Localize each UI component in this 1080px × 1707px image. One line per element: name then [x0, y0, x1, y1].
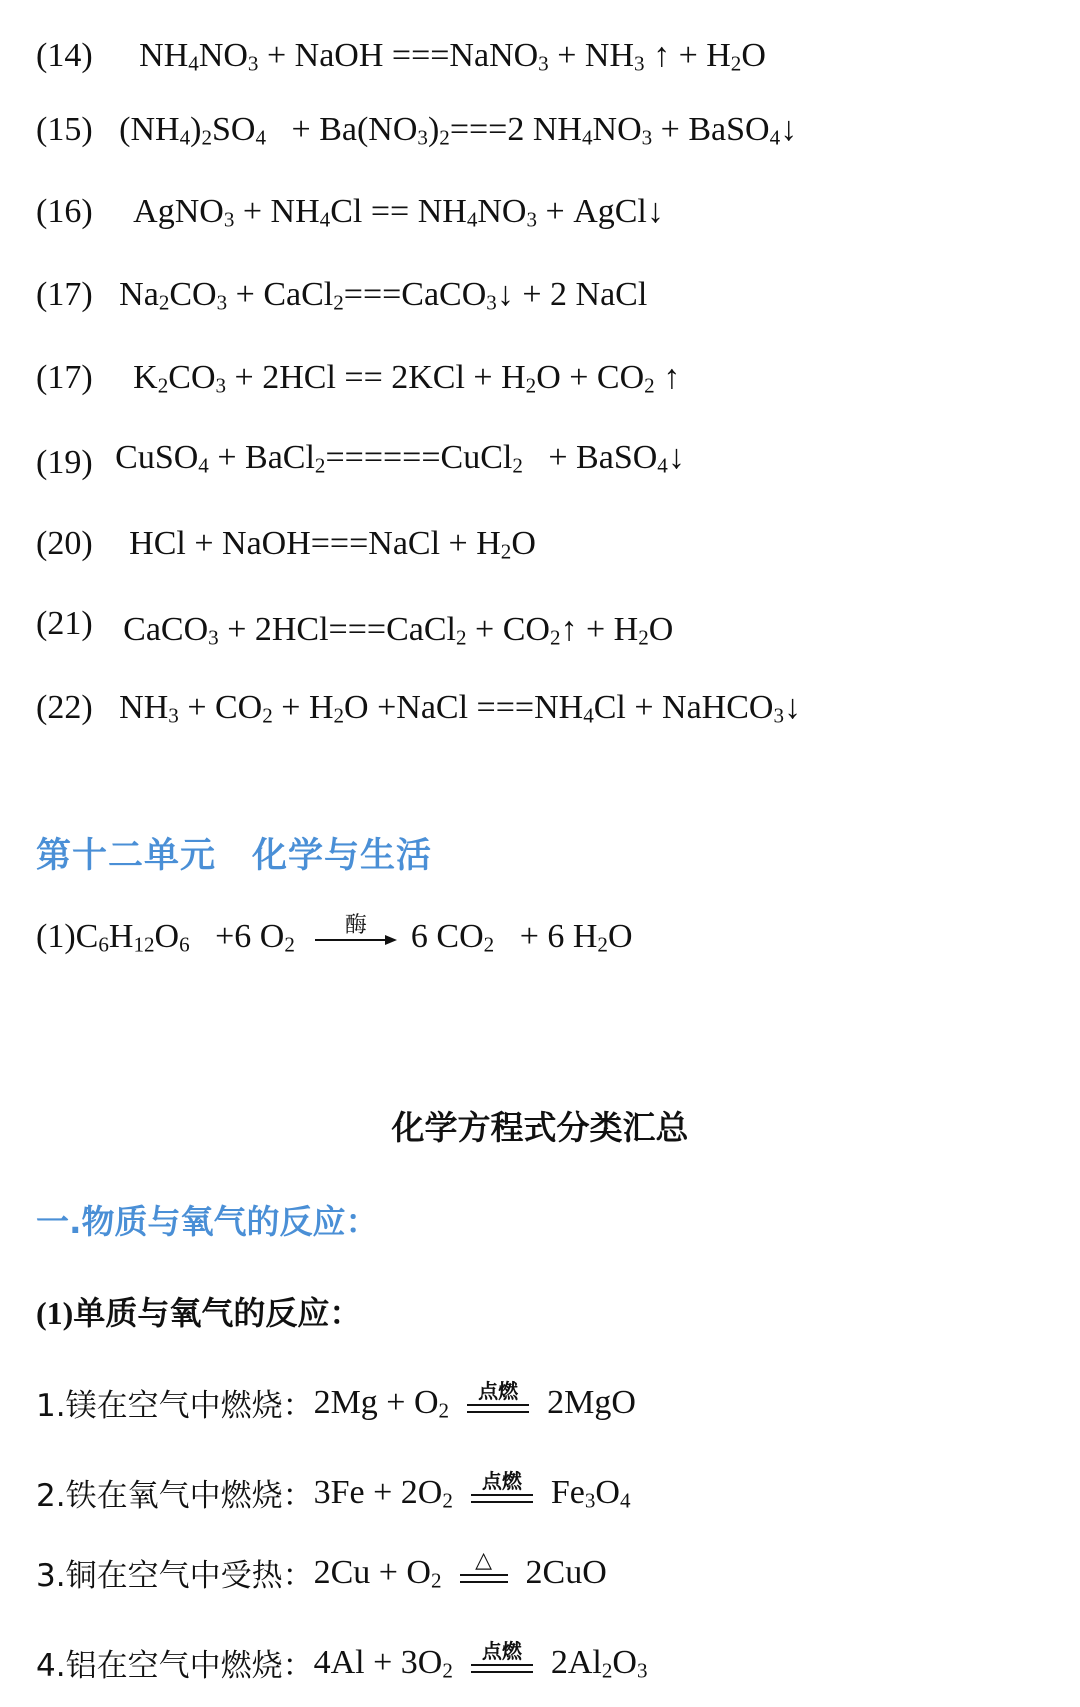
- subscript: 3: [641, 125, 653, 150]
- reaction-condition: 酶: [344, 913, 367, 938]
- subscript: 3: [208, 625, 219, 650]
- reaction-label: 1.镁在空气中燃烧：: [36, 1388, 314, 1424]
- subscript: 2: [284, 932, 295, 957]
- subscript: 4: [583, 703, 594, 728]
- reaction-line: [36, 1640, 648, 1685]
- reaction-arrow: [315, 908, 397, 946]
- condition-label: △: [475, 1548, 492, 1573]
- reaction-reactants: $2Cu + O_2$: [313, 1553, 442, 1593]
- equation-text: HCl + NaOH===NaCl + $H_2O$: [129, 525, 536, 564]
- equation-line: [36, 358, 680, 398]
- reaction-line: [36, 1380, 636, 1425]
- subscript: 4: [188, 51, 199, 76]
- subscript: 2: [201, 125, 213, 150]
- equation-number: (19): [36, 444, 93, 481]
- equals-sign-icon: [471, 1664, 533, 1673]
- subscript: 2: [430, 1568, 442, 1593]
- subscript: 2: [262, 703, 273, 728]
- equation-left: $(1)C_6H_{12}O_6 +6$ $O_2$: [36, 918, 295, 957]
- sub-heading-text: 单质与氧气的反应：: [73, 1294, 362, 1332]
- subscript: 3: [773, 703, 785, 728]
- subscript: 4: [198, 453, 209, 478]
- subscript: 2: [333, 703, 345, 728]
- subscript: 2: [442, 1488, 453, 1513]
- subscript: 2: [644, 373, 655, 398]
- subscript: 4: [769, 125, 781, 150]
- reaction-products: 2CuO: [525, 1553, 607, 1591]
- equation-line: [36, 275, 647, 315]
- reaction-line: [36, 1470, 631, 1515]
- equation-number: (17): [36, 359, 93, 396]
- subscript: 3: [526, 207, 538, 232]
- subscript: 2: [525, 373, 537, 398]
- subscript: 3: [538, 51, 549, 76]
- equation-number: (16): [36, 193, 93, 230]
- equation-line: [36, 192, 664, 232]
- subscript: 2: [597, 932, 608, 957]
- subscript: 3: [223, 207, 235, 232]
- reaction-products: 2MgO: [547, 1383, 636, 1421]
- subscript: 3: [634, 51, 645, 76]
- reaction-condition: [471, 1640, 533, 1673]
- subscript: 2: [549, 625, 561, 650]
- subscript: 4: [255, 125, 267, 150]
- reaction-condition: [460, 1550, 508, 1583]
- reaction-condition: [471, 1470, 533, 1503]
- equation-number: (15): [36, 111, 93, 148]
- equation-text: $(NH_4)_2SO_4 + Ba(NO_3)_2===2$ $NH_4NO_3$ + BaSO$_4$↓: [119, 111, 798, 150]
- reaction-label: 3.铜在空气中受热：: [36, 1558, 314, 1594]
- subscript: 6: [98, 932, 109, 957]
- subscript: 4: [179, 125, 191, 150]
- condition-label: 点燃: [481, 1639, 522, 1663]
- equation-text: $NH_3 + CO_2 + H_2O$ +NaCl $===NH_4Cl$ + NaHCO$_3$↓: [119, 689, 802, 728]
- subscript: 2: [158, 290, 170, 315]
- subscript: 2: [638, 625, 649, 650]
- subscript: 3: [584, 1488, 596, 1513]
- subscript: 2: [455, 625, 467, 650]
- subscript: 4: [619, 1488, 631, 1513]
- equation-right: 6 $CO_2 + 6$ $H_2O$: [410, 918, 633, 957]
- reaction-products: $2Al_2O_3$: [550, 1643, 648, 1683]
- subscript: 4: [319, 207, 331, 232]
- reaction-line: [36, 1550, 607, 1595]
- equation-line: [36, 36, 766, 76]
- condition-label: 点燃: [481, 1469, 522, 1493]
- sub-heading-number: (1): [36, 1295, 74, 1331]
- reaction-products: $Fe_3O_4$: [550, 1473, 631, 1513]
- reaction-reactants: $3Fe + 2O_2$: [313, 1473, 453, 1513]
- subscript: 3: [486, 290, 497, 315]
- equation-text: $Na_2CO_3$ + CaCl$_2$===CaCO$_3$↓ + 2 NaCl: [119, 276, 648, 315]
- equation-number: (17): [36, 276, 93, 313]
- subscript: 3: [215, 373, 227, 398]
- subscript: 3: [417, 125, 428, 150]
- reaction-condition: [467, 1380, 529, 1413]
- equation-text: AgNO$_3$ + $NH_4Cl == NH_4NO_3$ + AgCl↓: [133, 193, 664, 232]
- equals-sign-icon: [467, 1404, 529, 1413]
- subscript: 4: [657, 453, 668, 478]
- subscript: 2: [333, 290, 344, 315]
- subscript: 3: [636, 1658, 648, 1683]
- subscript: 2: [314, 453, 326, 478]
- equation-number: (21): [36, 605, 93, 642]
- subscript: 2: [512, 453, 523, 478]
- subscript: 12: [133, 932, 155, 957]
- equation-text: CaCO$_3$ + 2HCl===CaCl$_2$ + $CO_2↑ + H_2O$: [123, 611, 674, 650]
- section-heading: 一.物质与氧气的反应：: [36, 1202, 379, 1241]
- equation-line: [36, 524, 536, 564]
- equation-text: $K_2CO_3 + 2HCl == 2KCl + H_2O + CO_2$ ↑: [133, 359, 681, 398]
- subscript: 2: [157, 373, 169, 398]
- equals-sign-icon: [471, 1494, 533, 1503]
- sub-heading: [36, 1288, 361, 1334]
- unit-title: 化学与生活: [252, 836, 433, 876]
- subscript: 4: [466, 207, 478, 232]
- unit-number: 第十二单元: [36, 836, 217, 876]
- equation-number: (22): [36, 689, 93, 726]
- equation-line: [36, 605, 674, 650]
- subscript: 2: [500, 539, 512, 564]
- reaction-label: 2.铁在氧气中燃烧：: [36, 1478, 314, 1514]
- reaction-label: 4.铝在空气中燃烧：: [36, 1648, 314, 1684]
- equation-line: [36, 438, 685, 481]
- subscript: 3: [168, 703, 179, 728]
- enzyme-equation: [36, 913, 633, 957]
- subscript: 2: [438, 1398, 450, 1423]
- condition-label: 点燃: [478, 1379, 519, 1403]
- arrow-icon: [315, 934, 397, 946]
- reaction-reactants: $4Al + 3O_2$: [313, 1643, 453, 1683]
- page-title: 化学方程式分类汇总: [391, 1108, 689, 1147]
- subscript: 4: [581, 125, 593, 150]
- equation-text: $NH_4NO_3$ + NaOH ===NaNO$_3$ + $NH_3$ ↑ + $H_2O$: [139, 37, 766, 76]
- subscript: 6: [179, 932, 190, 957]
- unit-heading: [36, 828, 432, 878]
- reaction-reactants: $2Mg + O_2$: [313, 1383, 450, 1423]
- equation-number: (20): [36, 525, 93, 562]
- subscript: 2: [442, 1658, 453, 1683]
- equation-number: (14): [36, 37, 93, 74]
- subscript: 2: [730, 51, 742, 76]
- equation-line: [36, 688, 801, 728]
- equation-text: CuSO$_4$ + BaCl$_2$======CuCl$_2$ + BaSO$_4$↓: [115, 439, 685, 478]
- subscript: 2: [439, 125, 450, 150]
- subscript: 2: [601, 1658, 613, 1683]
- subscript: 3: [247, 51, 259, 76]
- subscript: 2: [483, 932, 495, 957]
- equals-sign-icon: [460, 1574, 508, 1583]
- subscript: 3: [216, 290, 228, 315]
- equation-line: [36, 110, 797, 150]
